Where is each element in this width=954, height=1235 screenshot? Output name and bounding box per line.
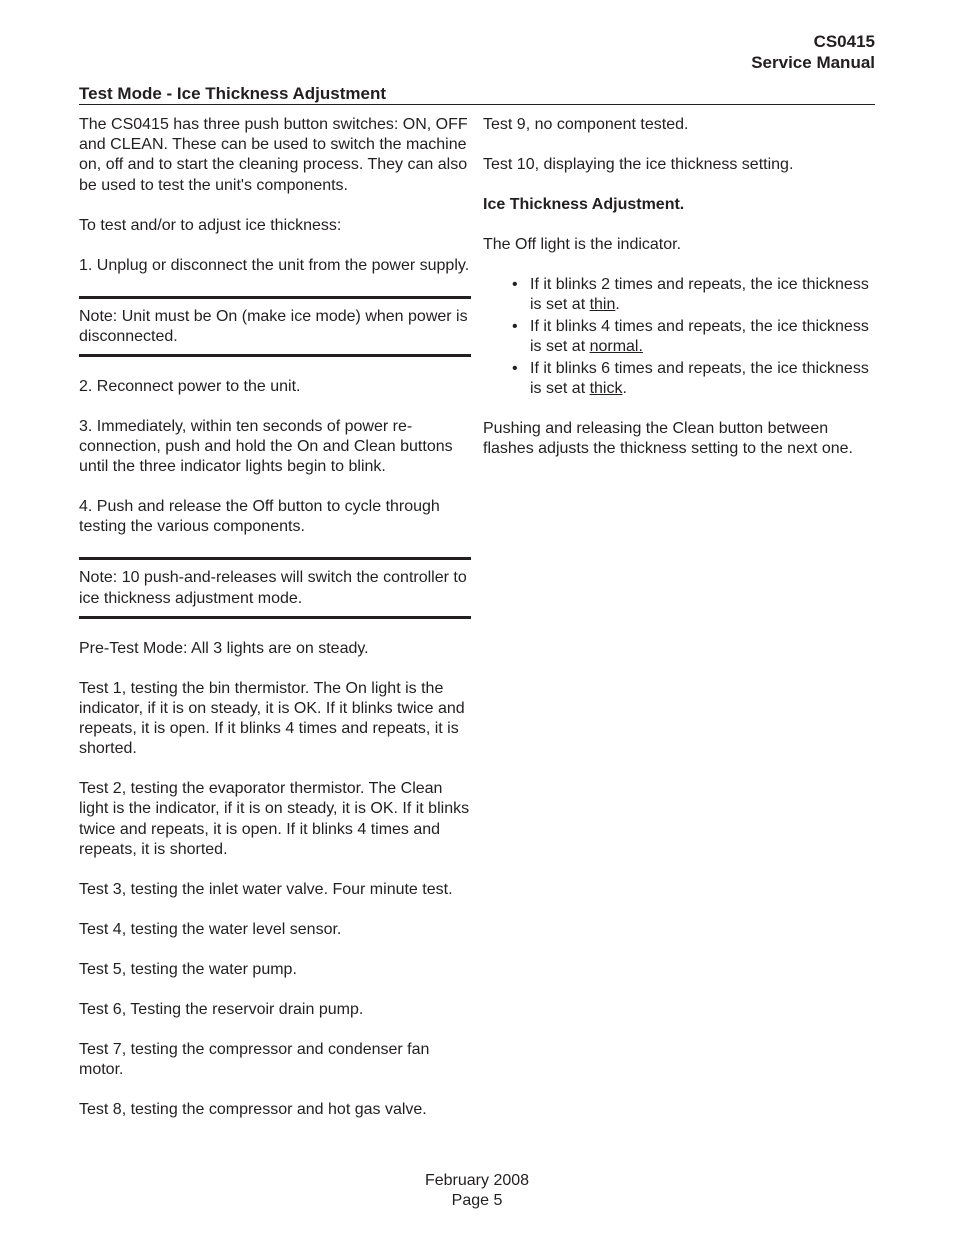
left-column (79, 115, 471, 1140)
step-4: 4. Push and release the Off button to cycle through testing the various components. (79, 498, 440, 536)
to-test-paragraph: To test and/or to adjust ice thickness: (79, 216, 342, 234)
test-5: Test 5, testing the water pump. (79, 960, 297, 978)
bullet-text: If it blinks 6 times and repeats, the ice thickness is set at (530, 360, 869, 398)
thickness-setting: normal. (589, 338, 643, 356)
step-2: 2. Reconnect power to the unit. (79, 377, 301, 395)
note-box-push-release (79, 557, 471, 618)
step-3: 3. Immediately, within ten seconds of power re-connection, push and hold the On and Clean buttons until the three indicator lights begin to blink. (79, 417, 453, 476)
list-item (512, 359, 875, 399)
test-3: Test 3, testing the inlet water valve. Four minute test. (79, 880, 453, 898)
thickness-setting: thick (589, 380, 623, 398)
document-type: Service Manual (751, 53, 875, 72)
test-7: Test 7, testing the compressor and condenser fan motor. (79, 1040, 430, 1079)
bullet-icon: • (512, 276, 518, 293)
bullet-suffix: . (615, 296, 620, 314)
bullet-icon: • (512, 360, 518, 377)
test-10: Test 10, displaying the ice thickness setting. (483, 156, 794, 173)
document-code: CS0415 (813, 32, 875, 51)
note-text: Note: 10 push-and-releases will switch the controller to ice thickness adjustment mode. (79, 569, 467, 607)
thickness-setting: thin (589, 296, 616, 314)
bullet-suffix: . (622, 380, 627, 398)
list-item (512, 275, 875, 315)
page-number: Page 5 (451, 1192, 503, 1209)
bullet-text: If it blinks 4 times and repeats, the ice thickness is set at (530, 318, 869, 356)
test-4: Test 4, testing the water level sensor. (79, 920, 342, 938)
bullet-icon: • (512, 318, 518, 335)
thickness-bullet-list (483, 275, 875, 399)
step-1: 1. Unplug or disconnect the unit from the power supply. (79, 256, 470, 274)
right-column (483, 115, 875, 479)
pretest-mode: Pre-Test Mode: All 3 lights are on steady. (79, 639, 369, 657)
indicator-paragraph: The Off light is the indicator. (483, 236, 682, 253)
note-text: Note: Unit must be On (make ice mode) when power is disconnected. (79, 307, 468, 345)
ice-thickness-subheading: Ice Thickness Adjustment. (483, 196, 685, 213)
test-6: Test 6, Testing the reservoir drain pump. (79, 1000, 364, 1018)
test-9: Test 9, no component tested. (483, 116, 689, 133)
footer-date: February 2008 (424, 1172, 530, 1189)
list-item (512, 317, 875, 357)
intro-paragraph: The CS0415 has three push button switches: ON, OFF and CLEAN. These can be used to switch the machine on, off and to start the cleaning process. They can also be used to test the unit's components. (79, 116, 468, 194)
test-2: Test 2, testing the evaporator thermistor. The Clean light is the indicator, if it is on steady, it is OK. If it blinks twice and repeats, it is open. If it blinks 4 times and repeats, it is shorted. (79, 780, 470, 858)
closing-paragraph: Pushing and releasing the Clean button between flashes adjusts the thickness setting to the next one. (483, 420, 853, 458)
bullet-text: If it blinks 2 times and repeats, the ice thickness is set at (530, 276, 869, 314)
section-title: Test Mode - Ice Thickness Adjustment (79, 83, 875, 105)
test-1: Test 1, testing the bin thermistor. The On light is the indicator, if it is on steady, it is OK. If it blinks twice and repeats, it is open. If it blinks 4 times and repeats, it is shorted. (79, 679, 465, 758)
test-8: Test 8, testing the compressor and hot gas valve. (79, 1101, 427, 1119)
note-box-power (79, 296, 471, 357)
